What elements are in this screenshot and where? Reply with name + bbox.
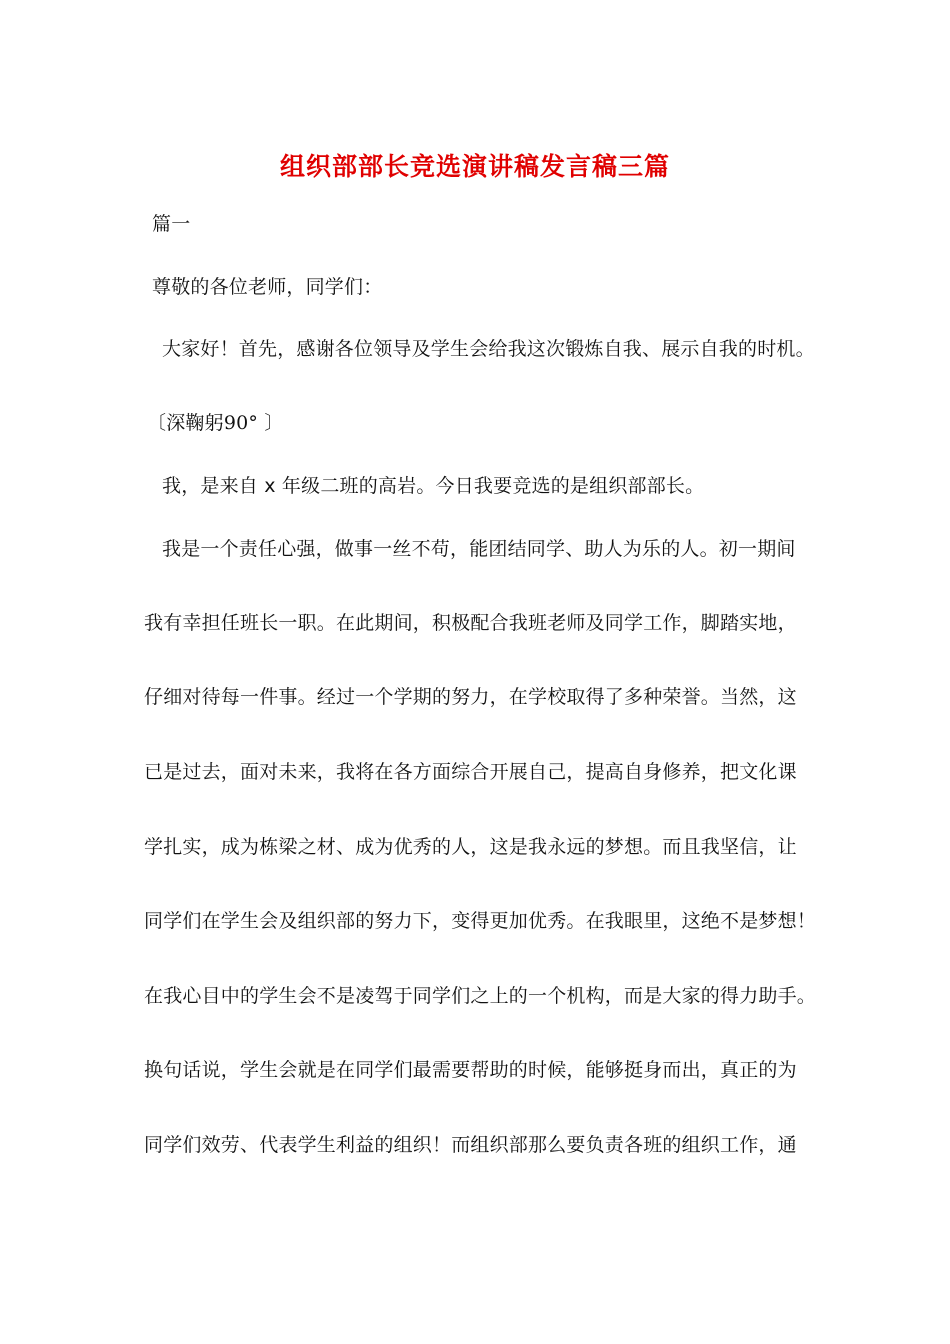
paragraph-line: 在我心目中的学生会不是凌驾于同学们之上的一个机构，而是大家的得力助手。 [144,985,817,1007]
stage-direction-suffix: 〕 [258,412,284,434]
paragraph-line: 仔细对待每一件事。经过一个学期的努力，在学校取得了多种荣誉。当然，这 [144,686,797,708]
salutation: 尊敬的各位老师，同学们： [152,276,383,298]
stage-direction-angle: 90° [223,412,259,434]
paragraph-line: 学扎实，成为栋梁之材、成为优秀的人，这是我永远的梦想。而且我坚信，让 [144,836,797,858]
document-title: 组织部部长竞选演讲稿发言稿三篇 [279,152,670,181]
paragraph-line: 同学们在学生会及组织部的努力下，变得更加优秀。在我眼里，这绝不是梦想！ [144,910,817,932]
paragraph-introduction: 我，是来自 x 年级二班的高岩。今日我要竞选的是组织部部长。 [162,475,705,497]
paragraph-line: 我有幸担任班长一职。在此期间，积极配合我班老师及同学工作，脚踏实地， [144,612,797,634]
paragraph-line: 同学们效劳、代表学生利益的组织！而组织部那么要负责各班的组织工作，通 [144,1134,797,1156]
section-label: 篇一 [152,213,191,235]
paragraph-line: 我是一个责任心强，做事一丝不苟，能团结同学、助人为乐的人。初一期间 [162,538,796,560]
stage-direction [147,410,284,436]
paragraph-line: 已是过去，面对未来，我将在各方面综合开展自己，提高自身修养，把文化课 [144,761,797,783]
stage-direction-prefix: 〔深鞠躬 [147,412,224,434]
paragraph-line: 换句话说，学生会就是在同学们最需要帮助的时候，能够挺身而出，真正的为 [144,1059,797,1081]
paragraph-greeting: 大家好！首先，感谢各位领导及学生会给我这次锻炼自我、展示自我的时机。 [162,338,815,360]
